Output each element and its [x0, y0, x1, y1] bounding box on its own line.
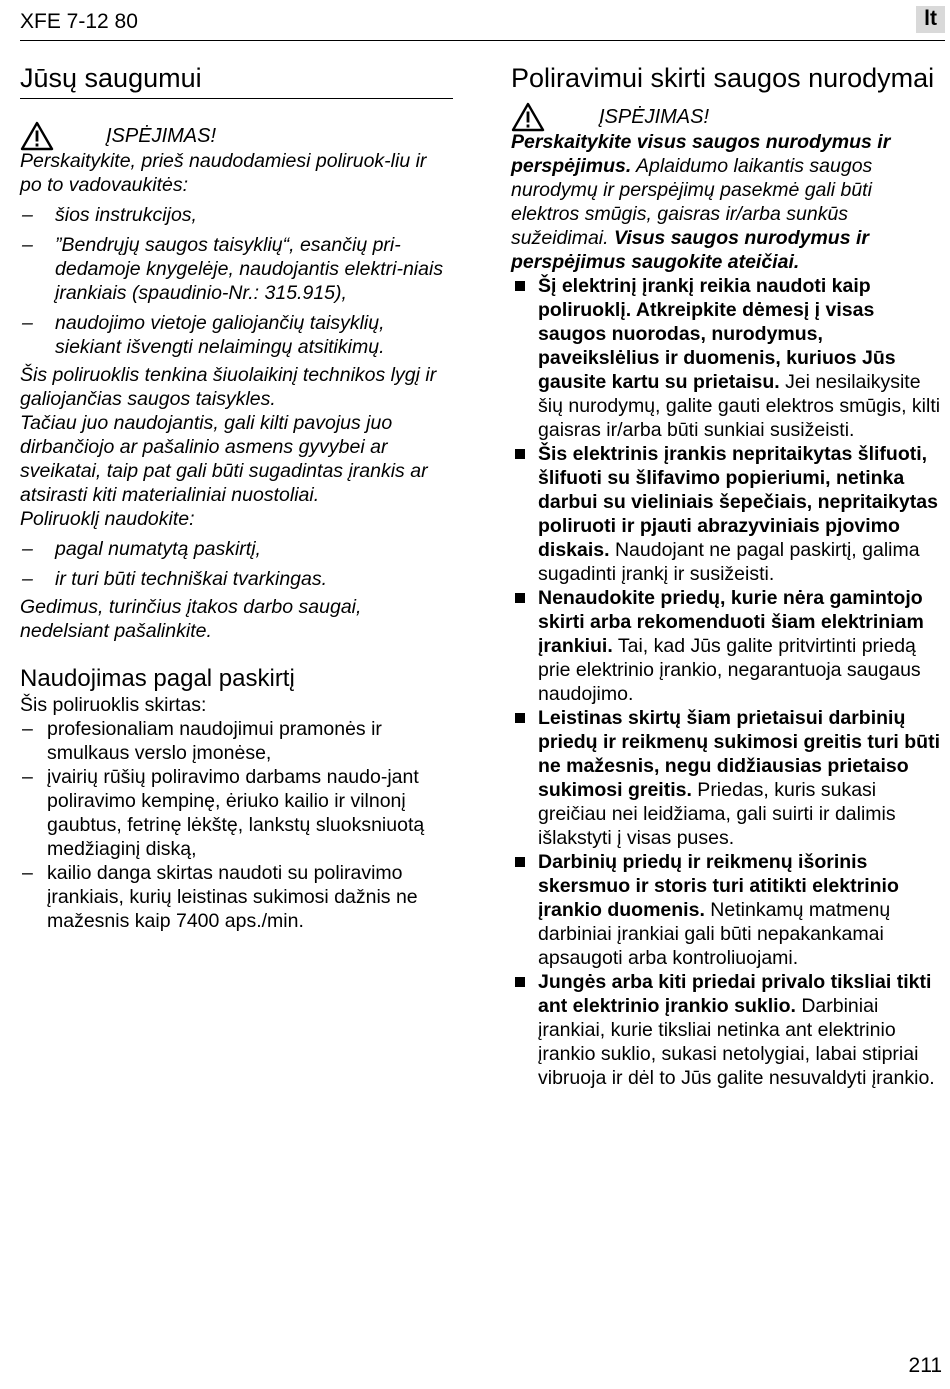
polishing-safety-title: Poliravimui skirti saugos nurodymai — [511, 63, 935, 93]
warning-label: ĮSPĖJIMAS! — [106, 125, 217, 147]
list-item: Jungės arba kiti priedai privalo tiksliai tikti ant elektrinio įrankio suklio. Darbiniai įrankiai, kurie tiksliai netinka ant elektrinio įrankio suklio, sukasi netolygiai, labai stipriai vibruoja ir dėl to Jūs galite nesuvaldyti įrankio. — [511, 970, 943, 1090]
list-item: – ir turi būti techniškai tvarkingas. — [20, 567, 453, 591]
page-number: 211 — [908, 1354, 942, 1377]
warning-block — [20, 121, 453, 149]
warning-label: ĮSPĖJIMAS! — [599, 106, 710, 128]
intended-use-list — [20, 717, 453, 933]
list-item: – profesionaliam naudojimui pramonės ir smulkaus verslo įmonėse, — [20, 717, 453, 765]
list-item: – naudojimo vietoje galiojančių taisyklių, siekiant išvengti nelaimingų atsitikimų. — [20, 311, 453, 359]
warning-body-text: Aplaidumo laikantis saugos nurodymų ir perspėjimų pasekmė gali būti elektros smūgis, gaisras ir/arba sunkūs sužeidimai. — [511, 155, 873, 249]
list-item: – ”Bendrųjų saugos taisyklių“, esančių pri-dedamoje knygelėje, naudojantis elektri-niais įrankiais (spaudinio-Nr.: 315.915), — [20, 233, 453, 305]
warning-triangle-icon — [20, 121, 54, 151]
safety-bullet-list — [511, 274, 943, 1090]
list-item: – šios instrukcijos, — [20, 203, 453, 227]
warning-text — [511, 130, 943, 274]
intro-text: Perskaitykite, prieš naudodamiesi poliruok-liu ir po to vadovaukitės: — [20, 150, 427, 196]
model-name: XFE 7-12 80 — [20, 10, 138, 33]
paragraph: Tačiau juo naudojantis, gali kilti pavojus juo dirbančiojo ar pašalinio asmens gyvybei ar sveikatai, taip pat gali būti sugadintas įrankis ar atsirasti kiti materialiniai nuostoliai. — [20, 412, 428, 506]
warning-block — [511, 102, 943, 130]
left-column — [20, 60, 453, 933]
list-item: Nenaudokite priedų, kurie nėra gamintojo skirti arba rekomenduoti šiam elektriniam įrankiui. Tai, kad Jūs galite pritvirtinti priedą prie elektrinio įrankio, negarantuoja saugaus naudojimo. — [511, 586, 943, 706]
square-bullet-icon — [515, 281, 525, 291]
list-item: – įvairių rūšių poliravimo darbams naudo-jant poliravimo kempinę, ėriuko kailio ir vilnonį gaubtus, fetrinę lėkštę, lankstų sluoksniuotą medžiaginį diską, — [20, 765, 453, 861]
list-item: Leistinas skirtų šiam prietaisui darbinių priedų ir reikmenų sukimosi greitis turi būti ne mažesnis, negu didžiausias prietaiso sukimosi greitis. Priedas, kuris sukasi greičiau nei leidžiama, gali suirti ir dalimis išlakstyti į visas puses. — [511, 706, 943, 850]
square-bullet-icon — [515, 713, 525, 723]
warning-bold-text: Perskaitykite visus saugos nurodymus ir perspėjimus. — [511, 131, 891, 177]
paragraph: Šis poliruoklis tenkina šiuolaikinį technikos lygį ir galiojančias saugos taisykles. — [20, 364, 437, 410]
square-bullet-icon — [515, 977, 525, 987]
language-badge: lt — [916, 6, 945, 33]
list-item: Darbinių priedų ir reikmenų išorinis skersmuo ir storis turi atitikti elektrinio įrankio duomenis. Netinkamų matmenų darbiniai įrankiai gali būti nepakankamai apsaugoti arba kontroliuojami. — [511, 850, 943, 970]
list-item: – kailio danga skirtas naudoti su poliravimo įrankiais, kurių leistinas sukimosi dažnis ne mažesnis kaip 7400 aps./min. — [20, 861, 453, 933]
list-item: – pagal numatytą paskirtį, — [20, 537, 453, 561]
list-item: Šis elektrinis įrankis nepritaikytas šlifuoti, šlifuoti su šlifavimo popieriumi, netinka darbui su vieliniais šepečiais, nepritaikytas poliruoti ir pjauti abrazyviniais pjovimo diskais. Naudojant ne pagal paskirtį, galima sugadinti įrankį ir susižeisti. — [511, 442, 943, 586]
intended-use-title: Naudojimas pagal paskirtį — [20, 665, 295, 692]
right-column — [511, 60, 943, 1090]
list-item: Šį elektrinį įrankį reikia naudoti kaip poliruoklį. Atkreipkite dėmesį į visas saugos nuorodas, nurodymus, paveikslėlius ir duomenis, kuriuos Jūs gausite kartu su prietaisu. Jei nesilaikysite šių nurodymų, galite gauti elektros smūgis, kilti gaisras ir/arba būti sunkiai susižeisti. — [511, 274, 943, 442]
warning-triangle-icon — [511, 102, 545, 132]
instructions-list — [20, 203, 453, 359]
paragraph: Poliruoklį naudokite: — [20, 508, 195, 530]
paragraph: Gedimus, turinčius įtakos darbo saugai, nedelsiant pašalinkite. — [20, 596, 362, 642]
usage-conditions-list — [20, 537, 453, 591]
page-header — [20, 0, 945, 41]
safety-title: Jūsų saugumui — [20, 60, 453, 99]
square-bullet-icon — [515, 857, 525, 867]
intended-use-intro: Šis poliruoklis skirtas: — [20, 694, 207, 716]
square-bullet-icon — [515, 449, 525, 459]
warning-bold-text: Visus saugos nurodymus ir perspėjimus saugokite ateičiai. — [511, 227, 869, 273]
square-bullet-icon — [515, 593, 525, 603]
